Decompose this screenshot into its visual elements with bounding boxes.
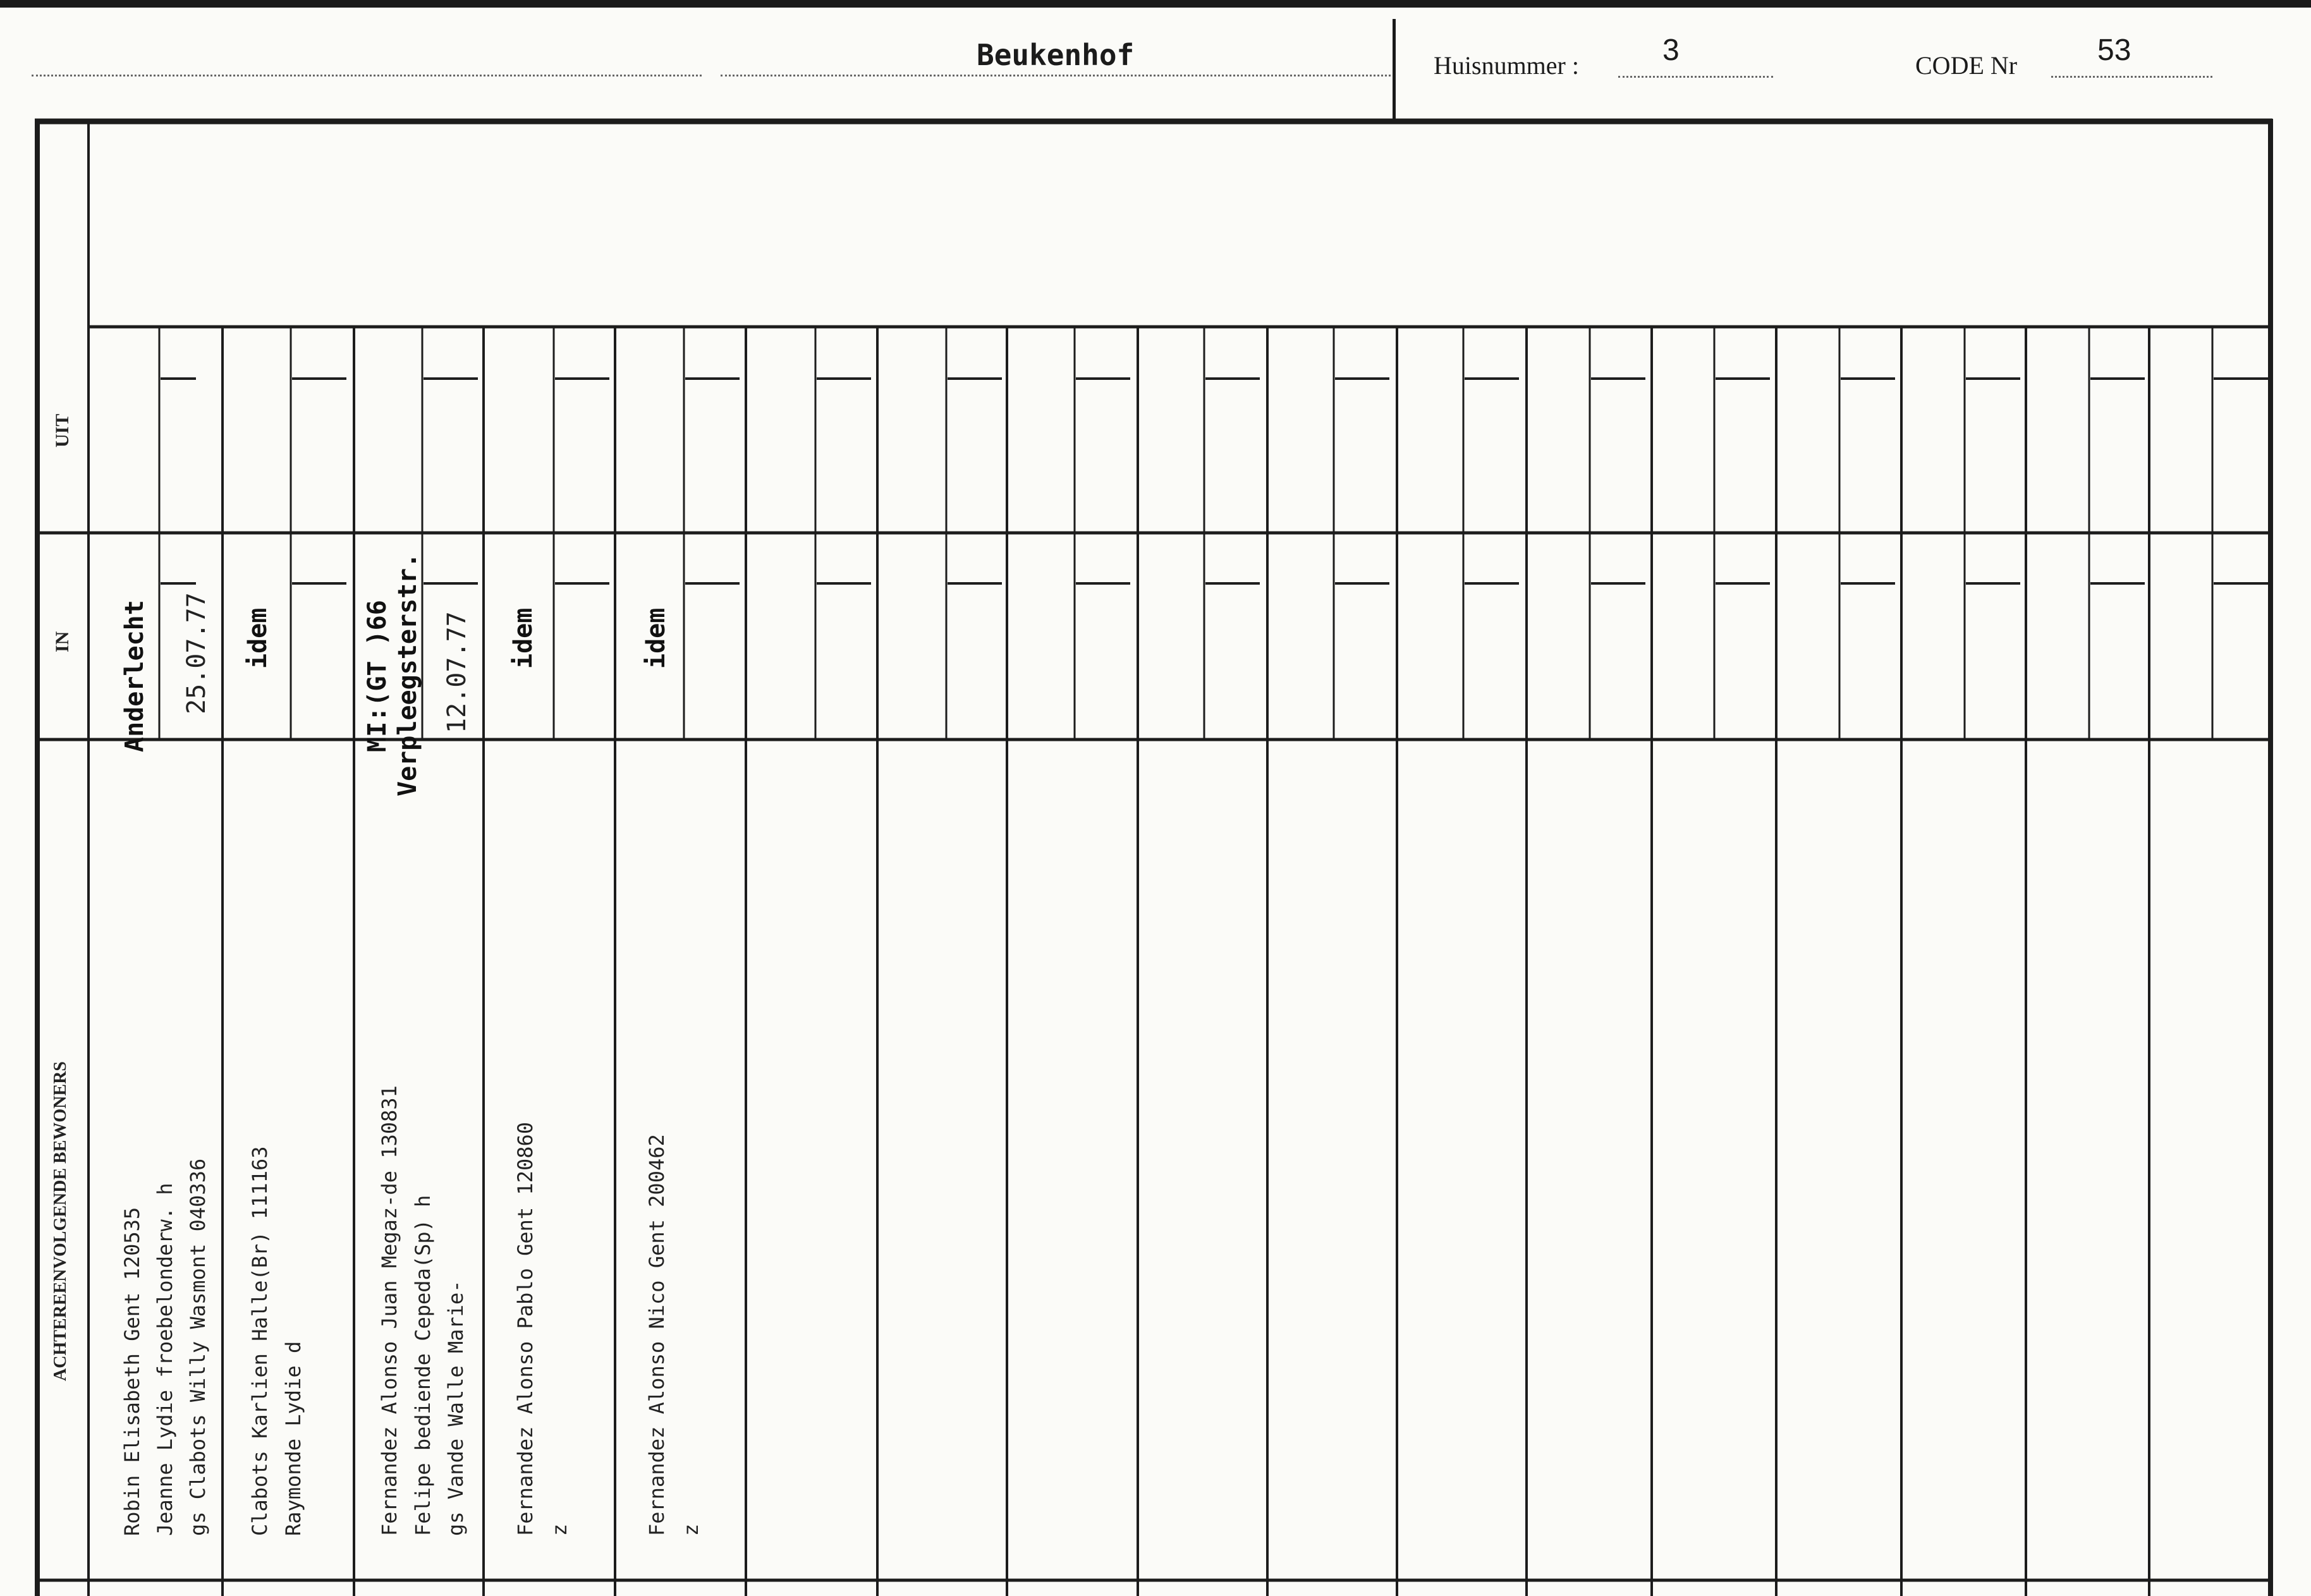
uit-dash [1966, 377, 2020, 380]
uit-dash [555, 377, 609, 380]
in-dash [2090, 582, 2145, 585]
section-label-residents: ACHTEREENVOLGENDE BEWONERS [51, 1061, 70, 1381]
uit-dash [1465, 377, 1519, 380]
resident-line: Raymonde Lydie d [281, 1341, 305, 1536]
in-place: idem [642, 607, 671, 669]
code-number-value: 53 [2097, 34, 2131, 67]
in-dash [685, 582, 740, 585]
in-place: Verpleegsterstr. [393, 552, 422, 796]
resident-line: Felipe bediende Cepeda(Sp) h [411, 1195, 435, 1536]
uit-dash [1205, 377, 1260, 380]
in-dash [2214, 582, 2268, 585]
in-dash [1966, 582, 2020, 585]
section-label-uit: UIT [52, 413, 73, 448]
in-dash [1205, 582, 1260, 585]
resident-line: Fernandez Alonso Pablo Gent 120860 [513, 1121, 537, 1536]
section-label-in: IN [52, 631, 73, 652]
in-place: Anderlecht [120, 600, 149, 752]
in-dash [1716, 582, 1770, 585]
in-dash [817, 582, 871, 585]
in-date: 25.07.77 [182, 592, 211, 714]
resident-line: gs Vande Walle Marie- [444, 1280, 468, 1536]
resident-line: Fernandez Alonso Nico Gent 200462 [645, 1134, 669, 1536]
uit-dash [948, 377, 1002, 380]
resident-line: Jeanne Lydie froebelonderw. h [153, 1183, 177, 1536]
in-dash [292, 582, 346, 585]
in-note: MI:(GT )66 [363, 600, 392, 752]
uit-dash [685, 377, 740, 380]
in-date: 12.07.77 [442, 611, 472, 733]
in-dash [555, 582, 609, 585]
in-dash [424, 582, 478, 585]
resident-line: z [547, 1523, 571, 1536]
resident-line: z [679, 1523, 703, 1536]
in-place: idem [509, 607, 538, 669]
in-dash [1076, 582, 1130, 585]
in-place: idem [243, 607, 272, 669]
code-label: CODE Nr [1915, 51, 2018, 80]
uit-dash [1841, 377, 1895, 380]
uit-dash [1335, 377, 1389, 380]
street-name: Beukenhof [977, 38, 1135, 72]
house-number-value: 3 [1662, 34, 1680, 67]
uit-dash [424, 377, 478, 380]
in-dash [1335, 582, 1389, 585]
house-number-label: Huisnummer : [1434, 51, 1579, 80]
in-dash [161, 582, 196, 585]
resident-line: gs Clabots Willy Wasmont 040336 [186, 1158, 210, 1536]
uit-dash [292, 377, 346, 380]
in-dash [1841, 582, 1895, 585]
uit-dash [2214, 377, 2268, 380]
uit-dash [161, 377, 196, 380]
uit-dash [1076, 377, 1130, 380]
in-dash [948, 582, 1002, 585]
resident-line: Robin Elisabeth Gent 120535 [120, 1207, 144, 1536]
uit-dash [1716, 377, 1770, 380]
resident-line: Fernandez Alonso Juan Megaz-de 130831 [377, 1085, 401, 1536]
in-dash [1591, 582, 1645, 585]
resident-line: Clabots Karlien Halle(Br) 111163 [248, 1146, 272, 1536]
uit-dash [2090, 377, 2145, 380]
in-dash [1465, 582, 1519, 585]
uit-dash [817, 377, 871, 380]
uit-dash [1591, 377, 1645, 380]
